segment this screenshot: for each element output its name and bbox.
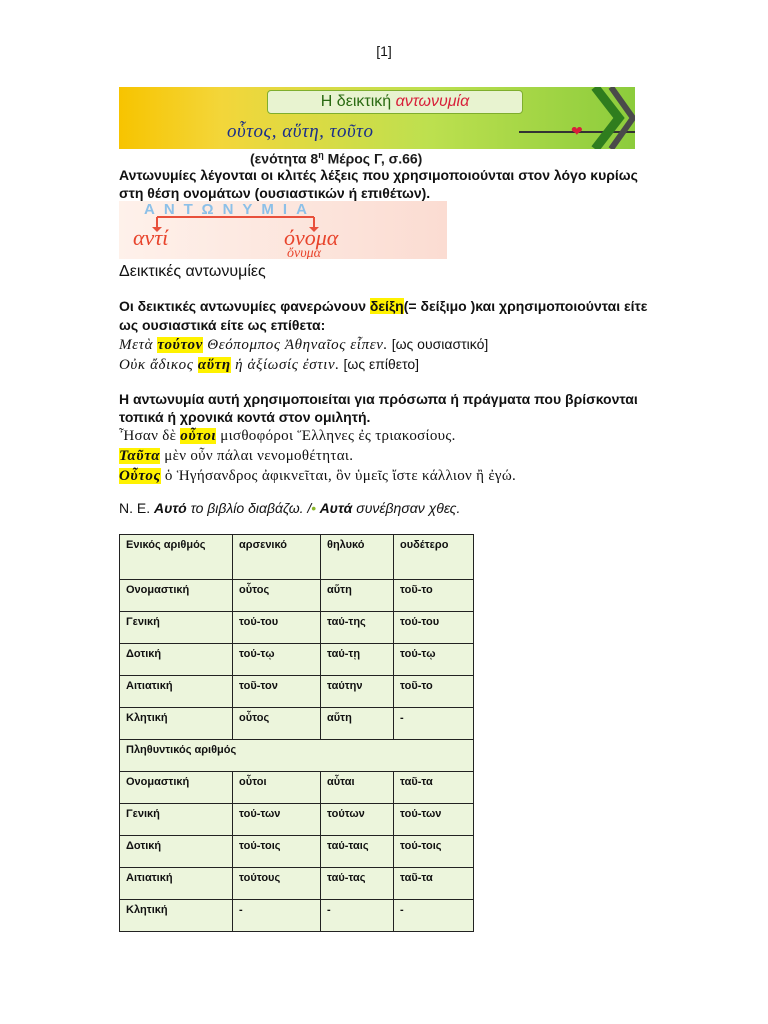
table-cell: τοῦ-το — [394, 580, 474, 612]
table-header-cell: ουδέτερο — [394, 535, 474, 580]
ex5-highlight: Οὗτος — [119, 468, 161, 484]
ex3-pre: Ἦσαν δὲ — [119, 428, 181, 444]
unit-ref-sup: η — [318, 150, 324, 160]
bullet-icon: • — [311, 500, 317, 516]
table-cell: τού-των — [233, 804, 321, 836]
ex2-highlight: αὕτη — [197, 357, 231, 373]
table-row — [120, 708, 474, 740]
table-cell: αὕτη — [321, 708, 394, 740]
unit-reference — [250, 150, 422, 167]
ne-text-1: το βιβλίο διαβάζω. / — [186, 500, 312, 516]
heart-icon: ❤ — [571, 123, 583, 139]
table-cell: Γενική — [120, 612, 233, 644]
plural-label: Πληθυντικός αριθμός — [120, 740, 474, 772]
section-heading: Δεικτικές αντωνυμίες — [119, 263, 266, 280]
table-cell: τού-τοις — [394, 836, 474, 868]
example-4 — [119, 446, 353, 466]
table-cell: τούτους — [233, 868, 321, 900]
usage-line-2: τοπικά ή χρονικά κοντά στον ομιλητή. — [119, 409, 371, 425]
table-cell: Ονομαστική — [120, 580, 233, 612]
table-row — [120, 644, 474, 676]
table-cell: οὗτοι — [233, 772, 321, 804]
table-cell: αὕτη — [321, 580, 394, 612]
graphic-right-subword: ὄνυμα — [287, 246, 322, 259]
usage-line-1: Η αντωνυμία αυτή χρησιμοποιείται για πρόσωπα ή πράγματα που βρίσκονται — [119, 391, 638, 407]
etymology-graphic — [119, 201, 447, 259]
table-plural-label-row — [120, 740, 474, 772]
table-cell: οὗτος — [233, 580, 321, 612]
ex3-highlight: οὗτοι — [180, 428, 217, 444]
table-row — [120, 868, 474, 900]
table-cell: - — [321, 900, 394, 932]
table-cell: τού-τῳ — [233, 644, 321, 676]
definition-line-2: στη θέση ονομάτων (ουσιαστικών ή επιθέτων). — [119, 185, 431, 201]
declension-table — [119, 534, 474, 932]
graphic-top-word: ΑΝΤΩΝΥΜΙΑ — [144, 201, 316, 218]
table-cell: τού-των — [394, 804, 474, 836]
table-row — [120, 676, 474, 708]
graphic-right-word: όνομα — [284, 225, 339, 250]
ex2-post: ἡ ἀξίωσίς ἐστιν. — [230, 357, 340, 373]
graphic-left-word: αντί — [133, 225, 169, 250]
table-header-cell: Ενικός αριθμός — [120, 535, 233, 580]
definition-line-1: Αντωνυμίες λέγονται οι κλιτές λέξεις που χρησιμοποιούνται στον λόγο κυρίως — [119, 167, 638, 183]
table-cell: Κλητική — [120, 708, 233, 740]
table-cell: Ονομαστική — [120, 772, 233, 804]
table-cell: ταύ-τῃ — [321, 644, 394, 676]
table-row — [120, 580, 474, 612]
table-cell: τού-του — [233, 612, 321, 644]
example-1 — [119, 334, 488, 355]
table-header-cell: αρσενικό — [233, 535, 321, 580]
title-banner — [119, 87, 635, 149]
example-5 — [119, 466, 516, 486]
intro-post: (= δείξιμο )και χρησιμοποιούνται είτε — [403, 298, 648, 314]
table-cell: Αιτιατική — [120, 868, 233, 900]
table-cell: Γενική — [120, 804, 233, 836]
table-cell: Δοτική — [120, 644, 233, 676]
ne-word-2: Αυτά — [316, 500, 353, 516]
intro-pre: Οι δεικτικές αντωνυμίες φανερώνουν — [119, 298, 370, 314]
ex2-pre: Οὐκ ἄδικος — [119, 357, 198, 373]
ex1-pre: Μετὰ — [119, 337, 158, 353]
ne-word-1: Αυτό — [154, 500, 187, 516]
table-cell: - — [394, 708, 474, 740]
banner-tag — [267, 90, 523, 114]
table-header-row — [120, 535, 474, 580]
ex2-tag: [ως επίθετο] — [339, 356, 420, 372]
ex1-tag: [ως ουσιαστικό] — [387, 336, 489, 352]
table-row — [120, 836, 474, 868]
table-cell: ταῦ-τα — [394, 772, 474, 804]
ex5-post: ὁ Ἡγήσανδρος ἀφικνεῖται, ὃν ὑμεῖς ἴστε κάλλιον ἢ ἐγώ. — [160, 468, 517, 484]
table-cell: τοῦ-το — [394, 676, 474, 708]
table-cell: ταῦ-τα — [394, 868, 474, 900]
table-cell: τούτων — [321, 804, 394, 836]
page-number: [1] — [376, 43, 392, 59]
table-cell: τοῦ-τον — [233, 676, 321, 708]
table-cell: ταύτην — [321, 676, 394, 708]
banner-tag-prefix: Η δεικτική — [320, 93, 392, 110]
table-cell: ταύ-τας — [321, 868, 394, 900]
ne-prefix: Ν. Ε. — [119, 500, 155, 516]
table-cell: Δοτική — [120, 836, 233, 868]
table-header-cell: θηλυκό — [321, 535, 394, 580]
intro-highlight: δείξη — [369, 298, 404, 314]
ne-text-2: συνέβησαν χθες. — [352, 500, 461, 516]
ex4-highlight: Ταῦτα — [119, 448, 161, 464]
table-cell: ταύ-ταις — [321, 836, 394, 868]
table-cell: Αιτιατική — [120, 676, 233, 708]
table-row — [120, 804, 474, 836]
modern-greek-example — [119, 500, 460, 516]
banner-tag-highlight: αντωνυμία — [395, 93, 470, 110]
unit-ref-prefix: (ενότητα 8 — [250, 150, 319, 167]
table-cell: τού-του — [394, 612, 474, 644]
table-cell: τού-τοις — [233, 836, 321, 868]
table-row — [120, 612, 474, 644]
ex3-post: μισθοφόροι Ἕλληνες ἐς τριακοσίους. — [216, 428, 456, 444]
intro-line-1 — [119, 297, 647, 315]
table-cell: - — [394, 900, 474, 932]
ex4-post: μὲν οὖν πάλαι νενομοθέτηται. — [160, 448, 354, 464]
table-row — [120, 900, 474, 932]
table-cell: - — [233, 900, 321, 932]
example-3 — [119, 426, 456, 446]
table-cell: αὗται — [321, 772, 394, 804]
table-cell: οὗτος — [233, 708, 321, 740]
table-row — [120, 772, 474, 804]
ex1-post: Θεόπομπος Ἀθηναῖος εἶπεν. — [202, 337, 388, 353]
chevron-decoration-icon — [589, 87, 635, 149]
unit-ref-suffix: Μέρος Γ, σ.66) — [323, 150, 423, 167]
table-cell: Κλητική — [120, 900, 233, 932]
banner-words: οὗτος, αὕτη, τοῦτο — [227, 121, 374, 142]
ex1-highlight: τούτον — [157, 337, 203, 353]
example-2 — [119, 354, 419, 375]
table-cell: ταύ-της — [321, 612, 394, 644]
table-cell: τού-τῳ — [394, 644, 474, 676]
intro-line-2: ως ουσιαστικά είτε ως επίθετα: — [119, 317, 326, 333]
